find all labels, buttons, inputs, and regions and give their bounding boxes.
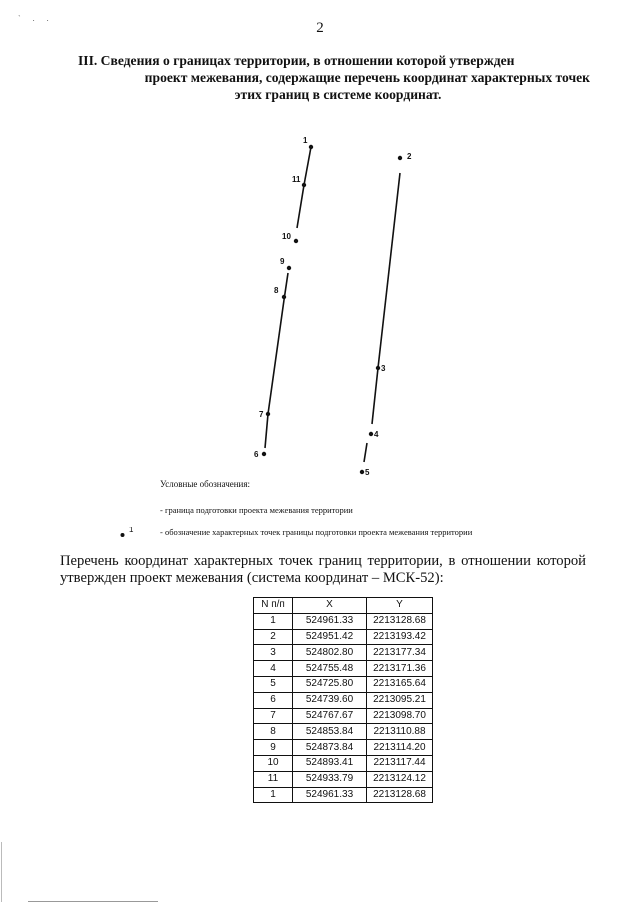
cell-y: 2213110.88 [367,724,433,740]
coordinates-table [253,597,433,803]
cell-y: 2213128.68 [367,613,433,629]
legend-line-text: - граница подготовки проекта межевания территории [160,505,353,515]
boundary-segment-11-10 [297,185,304,228]
cell-x: 524951.42 [293,629,367,645]
point-label-11: 11 [292,175,301,184]
cell-number: 3 [254,645,293,661]
table-row [254,676,433,692]
point-label-4: 4 [374,430,379,439]
boundary-point-4 [369,432,373,436]
cell-y: 2213124.12 [367,771,433,787]
boundary-point-7 [266,412,270,416]
cell-number: 1 [254,613,293,629]
point-label-9: 9 [280,257,285,266]
scan-margin-marks: ` . . [18,14,54,23]
table-row [254,787,433,803]
column-header-number: N п/п [254,598,293,614]
section-title-line-2: проект межевания, содержащие перечень координат характерных точек [144,70,590,85]
cell-number: 5 [254,676,293,692]
cell-number: 7 [254,708,293,724]
point-label-8: 8 [274,286,279,295]
cell-y: 2213098.70 [367,708,433,724]
legend-line-symbol [120,505,156,519]
point-label-5: 5 [365,468,370,477]
cell-x: 524739.60 [293,692,367,708]
point-label-2: 2 [407,152,412,161]
cell-number: 4 [254,661,293,677]
cell-y: 2213128.68 [367,787,433,803]
legend-title: Условные обозначения: [160,479,251,489]
boundary-scheme [0,120,640,490]
column-header-y: Y [367,598,433,614]
point-label-1: 1 [303,136,308,145]
cell-y: 2213114.20 [367,740,433,756]
table-row [254,645,433,661]
cell-x: 524961.33 [293,787,367,803]
boundary-segment-3-4 [372,368,378,424]
cell-y: 2213193.42 [367,629,433,645]
point-label-6: 6 [254,450,259,459]
cell-x: 524767.67 [293,708,367,724]
table-row [254,771,433,787]
table-row [254,740,433,756]
cell-y: 2213117.44 [367,755,433,771]
cell-x: 524802.80 [293,645,367,661]
boundary-point-1 [309,145,313,149]
point-label-10: 10 [282,232,291,241]
boundary-segment-8-7 [268,300,284,414]
table-header-row [254,598,433,614]
table-row [254,661,433,677]
cell-number: 1 [254,787,293,803]
boundary-segment-2-3 [378,173,400,368]
scan-left-edge-line [1,842,2,902]
column-header-x: X [293,598,367,614]
cell-x: 524725.80 [293,676,367,692]
cell-x: 524933.79 [293,771,367,787]
boundary-point-8 [282,295,286,299]
point-label-7: 7 [259,410,264,419]
cell-number: 6 [254,692,293,708]
table-row [254,708,433,724]
boundary-point-3 [376,366,380,370]
page-number: 2 [316,20,324,36]
cell-number: 2 [254,629,293,645]
legend-point-text: - обозначение характерных точек границы подготовки проекта межевания территории [160,527,473,537]
table-row [254,724,433,740]
table-row [254,613,433,629]
table-row [254,692,433,708]
cell-number: 10 [254,755,293,771]
cell-x: 524893.41 [293,755,367,771]
section-title-line-3: этих границ в системе координат. [234,87,442,102]
cell-y: 2213177.34 [367,645,433,661]
section-title-line-1: III. Сведения о границах территории, в отношении которой утвержден [78,53,515,68]
boundary-point-11 [302,183,306,187]
cell-x: 524755.48 [293,661,367,677]
boundary-segment-7-6 [265,414,268,448]
point-label-3: 3 [381,364,386,373]
boundary-point-6 [262,452,266,456]
boundary-point-2 [398,156,402,160]
cell-x: 524961.33 [293,613,367,629]
cell-y: 2213165.64 [367,676,433,692]
boundary-point-5 [360,470,364,474]
cell-number: 8 [254,724,293,740]
cell-number: 9 [254,740,293,756]
boundary-point-10 [294,239,298,243]
cell-x: 524853.84 [293,724,367,740]
scan-bottom-edge-line [28,901,158,902]
boundary-segment-1-11 [304,147,311,185]
legend-point-symbol-label: 1 [129,527,134,534]
cell-y: 2213171.36 [367,661,433,677]
section-title [78,52,598,103]
boundary-point-9 [287,266,291,270]
coordinates-intro-paragraph: Перечень координат характерных точек границ территории, в отношении которой утвержден проект межевания (система координат – МСК-52): [60,553,586,586]
cell-y: 2213095.21 [367,692,433,708]
cell-x: 524873.84 [293,740,367,756]
table-row [254,755,433,771]
legend-point-symbol [120,527,156,541]
cell-number: 11 [254,771,293,787]
table-row [254,629,433,645]
boundary-segment-4-5 [364,443,367,462]
